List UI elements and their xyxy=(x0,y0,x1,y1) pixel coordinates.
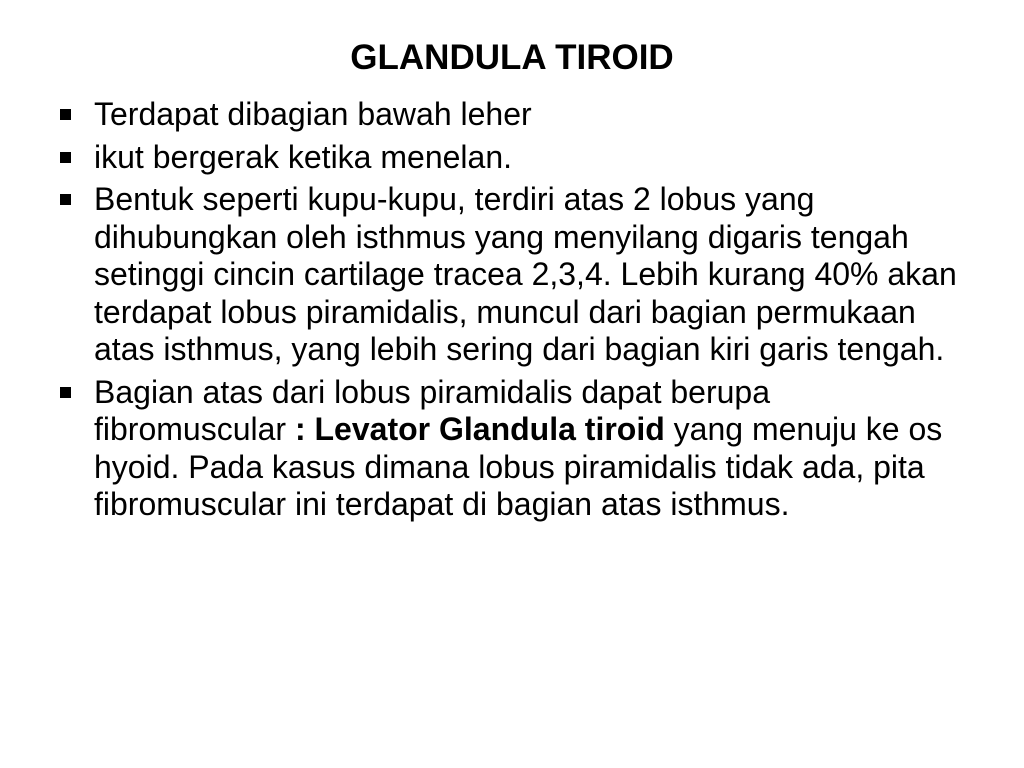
bullet-item xyxy=(58,374,958,524)
square-bullet-icon xyxy=(60,387,71,398)
bullet-item xyxy=(58,96,958,134)
bullet-item xyxy=(58,139,958,177)
square-bullet-icon xyxy=(60,194,71,205)
bullet-text: ikut bergerak ketika menelan. xyxy=(94,138,512,175)
square-bullet-icon xyxy=(60,152,71,163)
bullet-text-after: yang menuju ke os hyoid. Pada kasus dimana lobus piramidalis tidak ada, pita fibromuscular ini terdapat di bagian atas isthmus. xyxy=(94,411,943,522)
bullet-text-bold: : Levator Glandula tiroid xyxy=(294,411,665,447)
bullet-text-before: Bagian atas dari lobus piramidalis dapat berupa fibromuscular xyxy=(94,373,770,447)
square-bullet-icon xyxy=(60,109,71,120)
slide-title: GLANDULA TIROID xyxy=(350,38,674,77)
bullet-item xyxy=(58,181,958,369)
bullet-list xyxy=(58,96,958,529)
bullet-text: Terdapat dibagian bawah leher xyxy=(94,96,532,132)
bullet-text: Bentuk seperti kupu-kupu, terdiri atas 2 lobus yang dihubungkan oleh isthmus yang menyilang digaris tengah setinggi cincin cartilage tracea 2,3,4. Lebih kurang 40% akan terdapat lobus piramidalis, muncul dari bagian permukaan atas isthmus, yang lebih sering dari bagian kiri garis tengah. xyxy=(94,181,957,367)
